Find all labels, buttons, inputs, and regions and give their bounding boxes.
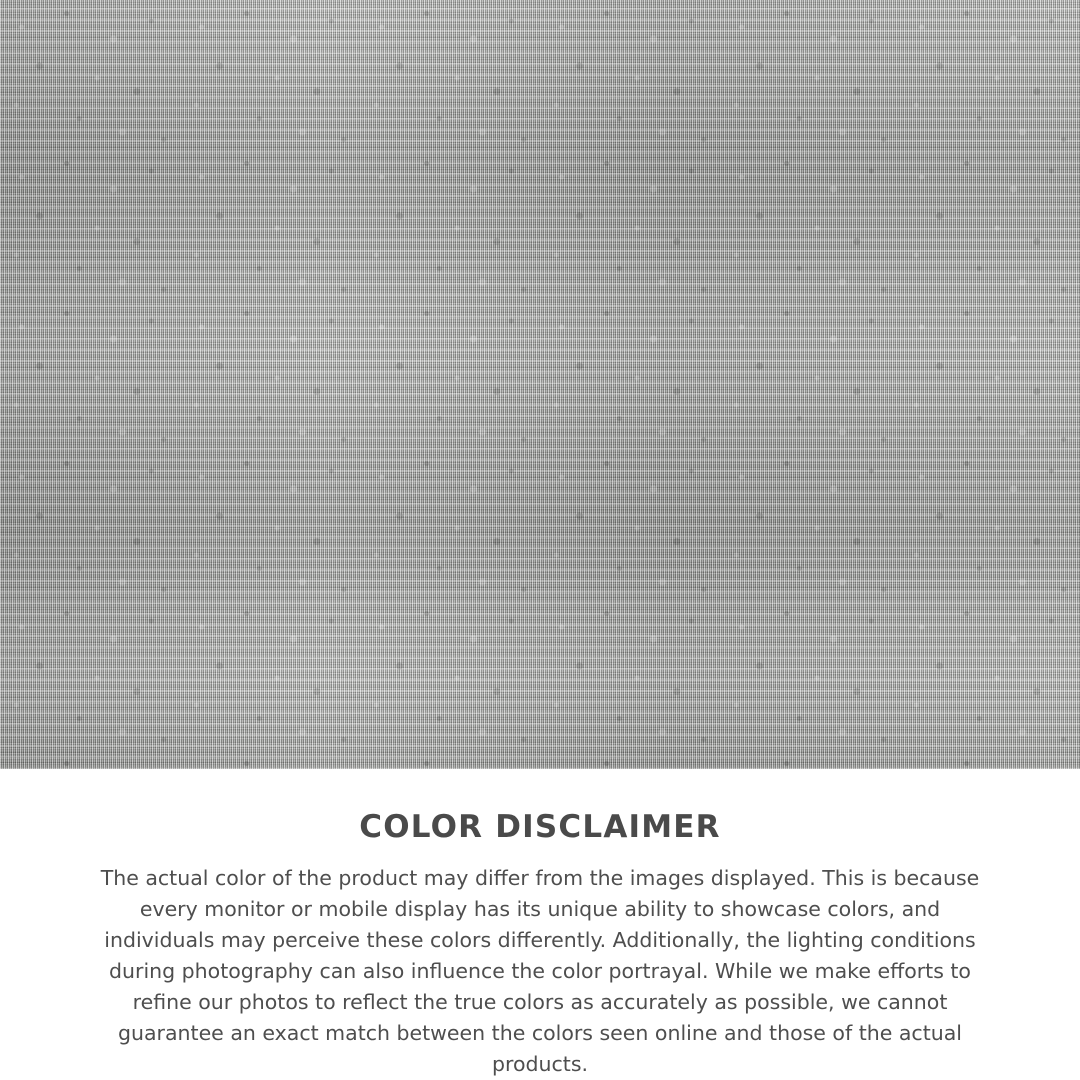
color-disclaimer-text: The actual color of the product may differ from the images displayed. This is because every monitor or mobile display has its unique ability to showcase colors, and individuals may perceive these colors differently. Additionally, the lighting conditions during photography can also influence the color portrayal. While we make efforts to refine our photos to reflect the true colors as accurately as possible, we cannot guarantee an exact match between the colors seen online and those of the actual products. [100,866,980,1076]
color-disclaimer-title: COLOR DISCLAIMER [359,809,721,845]
color-disclaimer-section [0,769,1080,1080]
